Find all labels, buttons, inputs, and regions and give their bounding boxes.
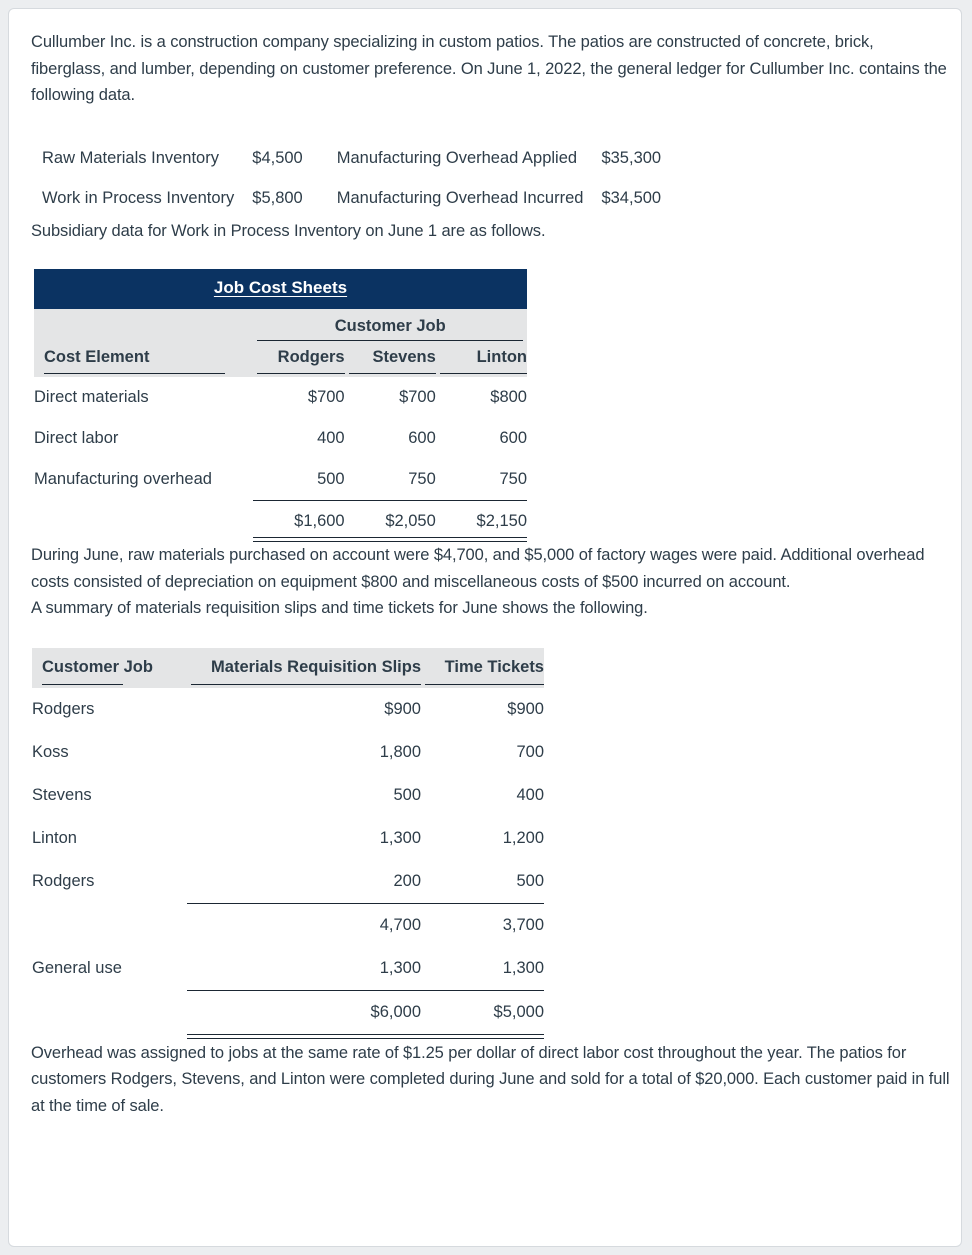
column-header-linton-label: Linton xyxy=(476,348,527,366)
column-header-time-tickets-label: Time Tickets xyxy=(444,657,544,676)
column-header-cost-element xyxy=(34,341,253,377)
ledger-left-label: Raw Materials Inventory xyxy=(42,148,219,167)
summary-paragraph: A summary of materials requisition slips and time tickets for June shows the following. xyxy=(31,599,648,617)
row-label: Linton xyxy=(32,828,77,847)
general-use-time: 1,300 xyxy=(502,958,544,977)
ledger-left-label: Work in Process Inventory xyxy=(42,188,235,207)
ledger-left-amount: $4,500 xyxy=(252,148,303,167)
table-row xyxy=(32,860,544,904)
problem-card xyxy=(8,8,962,1247)
column-header-materials-label: Materials Requisition Slips xyxy=(211,657,421,676)
cell-time: 500 xyxy=(516,871,544,890)
table-row xyxy=(32,688,544,731)
cell-value: 500 xyxy=(317,470,345,488)
ledger-right-amount: $34,500 xyxy=(601,188,662,207)
cell-time: 400 xyxy=(516,785,544,804)
grand-total-row xyxy=(32,990,544,1034)
column-header-stevens-label: Stevens xyxy=(372,348,436,366)
table-row xyxy=(31,178,661,218)
general-use-materials: 1,300 xyxy=(379,958,421,977)
header-underline xyxy=(440,369,527,374)
row-label: Koss xyxy=(32,742,69,761)
subtotal-row xyxy=(32,903,544,947)
column-header-time-tickets xyxy=(421,648,544,688)
problem-content xyxy=(9,9,961,1119)
totals-value: $2,050 xyxy=(345,501,436,538)
job-cost-sheets-title-text: Job Cost Sheets xyxy=(213,278,348,297)
column-header-materials-requisition-slips xyxy=(187,648,421,688)
column-header-rodgers xyxy=(253,341,344,377)
cell-value: $800 xyxy=(490,388,527,406)
general-ledger-table xyxy=(31,138,661,218)
double-rule xyxy=(421,1034,544,1039)
row-label: Stevens xyxy=(32,785,92,804)
cell-value: 400 xyxy=(317,429,345,447)
table-row xyxy=(32,817,544,860)
table-row xyxy=(32,731,544,774)
cell-value: 600 xyxy=(408,429,436,447)
row-label: Rodgers xyxy=(32,871,95,890)
table-row xyxy=(34,459,527,501)
ledger-right-label: Manufacturing Overhead Incurred xyxy=(336,188,584,207)
grand-total-label xyxy=(32,990,187,1034)
header-underline xyxy=(349,369,436,374)
totals-row xyxy=(34,501,527,538)
row-label: Rodgers xyxy=(32,699,95,718)
cell-time: 1,200 xyxy=(502,828,544,847)
overhead-paragraph: Overhead was assigned to jobs at the same rate of $1.25 per dollar of direct labor cost throughout the year. The patios for customers Rodgers, Stevens, and Linton were completed during June and sold for a total of $20,000. Each customer paid in full at the time of sale. xyxy=(31,1043,950,1115)
table-row xyxy=(34,377,527,418)
subsidiary-paragraph: Subsidiary data for Work in Process Inventory on June 1 are as follows. xyxy=(31,221,546,240)
customer-job-group-header: Customer Job xyxy=(334,317,446,335)
requisition-summary-table xyxy=(32,648,544,1040)
cell-value: $700 xyxy=(307,388,345,406)
during-june-paragraph: During June, raw materials purchased on account were $4,700, and $5,000 of factory wages were paid. Additional overhead costs consisted of depreciation on equipment $800 and miscellaneous costs of $500 incurred on account. xyxy=(31,546,925,591)
grand-total-materials: $6,000 xyxy=(187,990,421,1034)
customer-job-group-row xyxy=(34,309,527,340)
ledger-right-amount: $35,300 xyxy=(601,148,662,167)
cell-value: 600 xyxy=(499,429,527,447)
intro-paragraph: Cullumber Inc. is a construction company specializing in custom patios. The patios are constructed of concrete, brick, fiberglass, and lumber, depending on customer preference. On June 1, 2022, the general ledger for Cullumber Inc. contains the following data. xyxy=(31,33,947,104)
column-header-rodgers-label: Rodgers xyxy=(277,348,345,366)
cell-time: $900 xyxy=(507,699,544,718)
cell-value: $700 xyxy=(399,388,436,406)
header-underline xyxy=(191,679,421,685)
general-use-label: General use xyxy=(32,958,122,977)
job-cost-sheets-table xyxy=(34,269,527,542)
cell-materials: 200 xyxy=(393,871,421,890)
grand-total-time: $5,000 xyxy=(421,990,544,1034)
subtotal-materials: 4,700 xyxy=(187,903,421,947)
table-row xyxy=(34,418,527,459)
job-cost-sheets-title-row xyxy=(34,269,527,309)
ledger-left-amount: $5,800 xyxy=(252,188,303,207)
column-header-customer-job xyxy=(32,648,187,688)
subtotal-time: 3,700 xyxy=(421,903,544,947)
row-label: Direct materials xyxy=(34,388,149,406)
header-underline xyxy=(425,679,544,685)
header-underline xyxy=(257,369,344,374)
cell-time: 700 xyxy=(516,742,544,761)
totals-value: $1,600 xyxy=(253,501,344,538)
table-row xyxy=(31,138,661,178)
double-rule xyxy=(187,1034,421,1039)
cell-materials: 1,300 xyxy=(379,828,421,847)
blank-corner-cell xyxy=(34,309,253,340)
column-header-cost-element-label: Cost Element xyxy=(44,348,150,366)
cell-materials: 1,800 xyxy=(379,742,421,761)
column-header-linton xyxy=(436,341,527,377)
column-header-customer-job-label: Customer Job xyxy=(42,657,153,676)
subtotal-label xyxy=(32,903,187,947)
requisition-header-row xyxy=(32,648,544,688)
general-use-row xyxy=(32,947,544,991)
job-cost-sheets-header-row xyxy=(34,341,527,377)
job-cost-sheets-title xyxy=(34,269,527,309)
cell-materials: $900 xyxy=(384,699,421,718)
column-header-stevens xyxy=(345,341,436,377)
totals-value: $2,150 xyxy=(436,501,527,538)
table-row xyxy=(32,774,544,817)
totals-row-label xyxy=(34,501,253,538)
cell-value: 750 xyxy=(408,470,436,488)
header-underline xyxy=(44,369,225,374)
cell-materials: 500 xyxy=(393,785,421,804)
row-label: Direct labor xyxy=(34,429,119,447)
row-label: Manufacturing overhead xyxy=(34,470,212,489)
ledger-right-label: Manufacturing Overhead Applied xyxy=(336,148,578,167)
cell-value: 750 xyxy=(499,470,527,488)
header-underline xyxy=(42,679,123,685)
